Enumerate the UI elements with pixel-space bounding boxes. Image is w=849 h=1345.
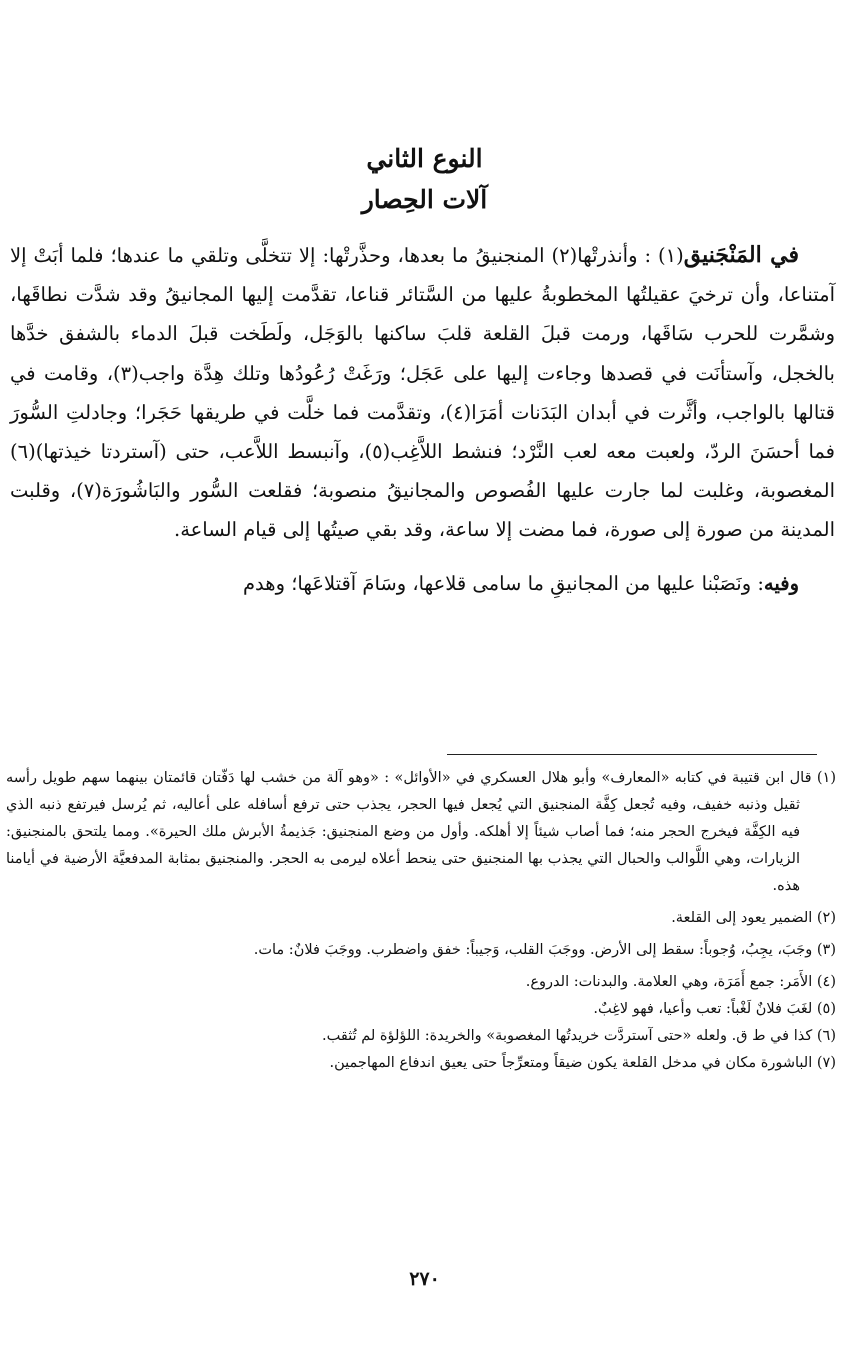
footnote-4: (٤) الأَمَر: جمع أَمَرَة، وهي العلامة. والبدنات: الدروع. xyxy=(525,974,836,990)
paragraph-wafihi xyxy=(10,564,835,603)
main-text xyxy=(10,236,835,603)
footnote-7: (٧) الباشورة مكان في مدخل القلعة يكون ضيقاً ومتعرِّجاً حتى يعيق اندفاع المهاجمين. xyxy=(329,1055,836,1071)
paragraph-lead: في المَنْجَنيق xyxy=(683,242,800,268)
footnotes xyxy=(6,765,836,1077)
paragraph-body: (١) : وأنذرتْها(٢) المنجنيقُ ما بعدها، وحذَّرتْها: إلا تتخلَّى وتلقي ما عندها؛ فلما أبَتْ إلا آمتناعا، وأن ترخيَ عقيلتُها المخطوبةُ عليها من السَّتائر قناعا، تقدَّمت إليها المجانيقُ وقد شدَّت نطاقَها، وشمَّرت للحرب سَاقَها، ورمت قبلَ القلعة قلبَ ساكنها بالوَجَل، ولَطَخت قبلَ الدماء بالشفق خدَّها بالخجل، وآستأنَت في قصدها وجاءت إليها على عَجَل؛ ورَغَتْ رُعُودُها وتلك هِدَّة واجب(٣)، وقامت في قتالها بالواجب، وأثَّرت في أبدان البَدَنات أمَرَا(٤)، وتقدَّمت فما خلَّت في طريقها حَجَرا؛ وجادلتِ السُّورَ فما أحسَنَ الردّ، ولعبت معه لعب النَّرْد؛ فنشط اللاَّغِب(٥)، وآنبسط اللاَّعب، حتى (آستردتا خيذتها)(٦) المغصوبة، وغلبت لما جارت عليها الفُصوص والمجانيقُ منصوبة؛ فقلعت السُّور والبَاشُورَة(٧)، وقلبت المدينة من صورة إلى صورة، فما مضت إلا ساعة، وقد بقي صيتُها إلى قيام الساعة. xyxy=(10,244,835,542)
footnote-1: (١) قال ابن قتيبة في كتابه «المعارف» وأبو هلال العسكري في «الأوائل» : «وهو آلة من خشب لها دَفّتان قائمتان بينهما سهم طويل رأسه ثقيل وذنبه خفيف، وفيه تُجعل كِفَّة المنجنيق التي يُجعل فيها الحجر، يجذب حتى ترفع أسافله على أعاليه، ثم يُرسل فيرتفع ذنبه الذي فيه الكِفَّة فيخرج الحجر منه؛ فما أصاب شيئاً إلا أهلكه. وأول من وضع المنجنيق: جَذيمةُ الأبرش ملك الحيرة». ومما يلتحق بالمنجنيق: الزيارات، وهي اللَّوالب والحبال التي يجذب بها المنجنيق حتى ينحط أعلاه ليرمى به الحجر. والمنجنيق بمثابة المدفعيَّة الأرضية في أيامنا هذه. xyxy=(6,770,836,894)
paragraph-lead: وفيه xyxy=(763,571,799,595)
footnote-separator xyxy=(447,754,817,755)
section-type-heading: النوع الثاني xyxy=(366,144,483,173)
footnote-3: (٣) وجَبَ، يجِبُ، وُجوباً: سقط إلى الأرض. ووجَبَ القلب، وَجيباً: خفق واضطرب. ووجَبَ فلانٌ: مات. xyxy=(253,942,836,958)
footnote-5: (٥) لغَبَ فلانٌ لَغْباً: تعب وأعيا، فهو لاغِبٌ. xyxy=(593,1001,836,1017)
page-number: ٢٧٠ xyxy=(409,1268,440,1290)
paragraph-body: : ونَصَبْنا عليها من المجانيقِ ما سامى قلاعها، وسَامَ آقتلاعَها؛ وهدم xyxy=(242,571,764,595)
footnote-2: (٢) الضمير يعود إلى القلعة. xyxy=(671,910,836,926)
footnote-6: (٦) كذا في ط ق. ولعله «حتى آستردَّت خريدتُها المغصوبة» والخريدة: اللؤلؤة لم تُثقب. xyxy=(322,1028,836,1044)
section-title: آلات الحِصار xyxy=(361,185,488,214)
paragraph-manjaniq xyxy=(10,236,835,550)
